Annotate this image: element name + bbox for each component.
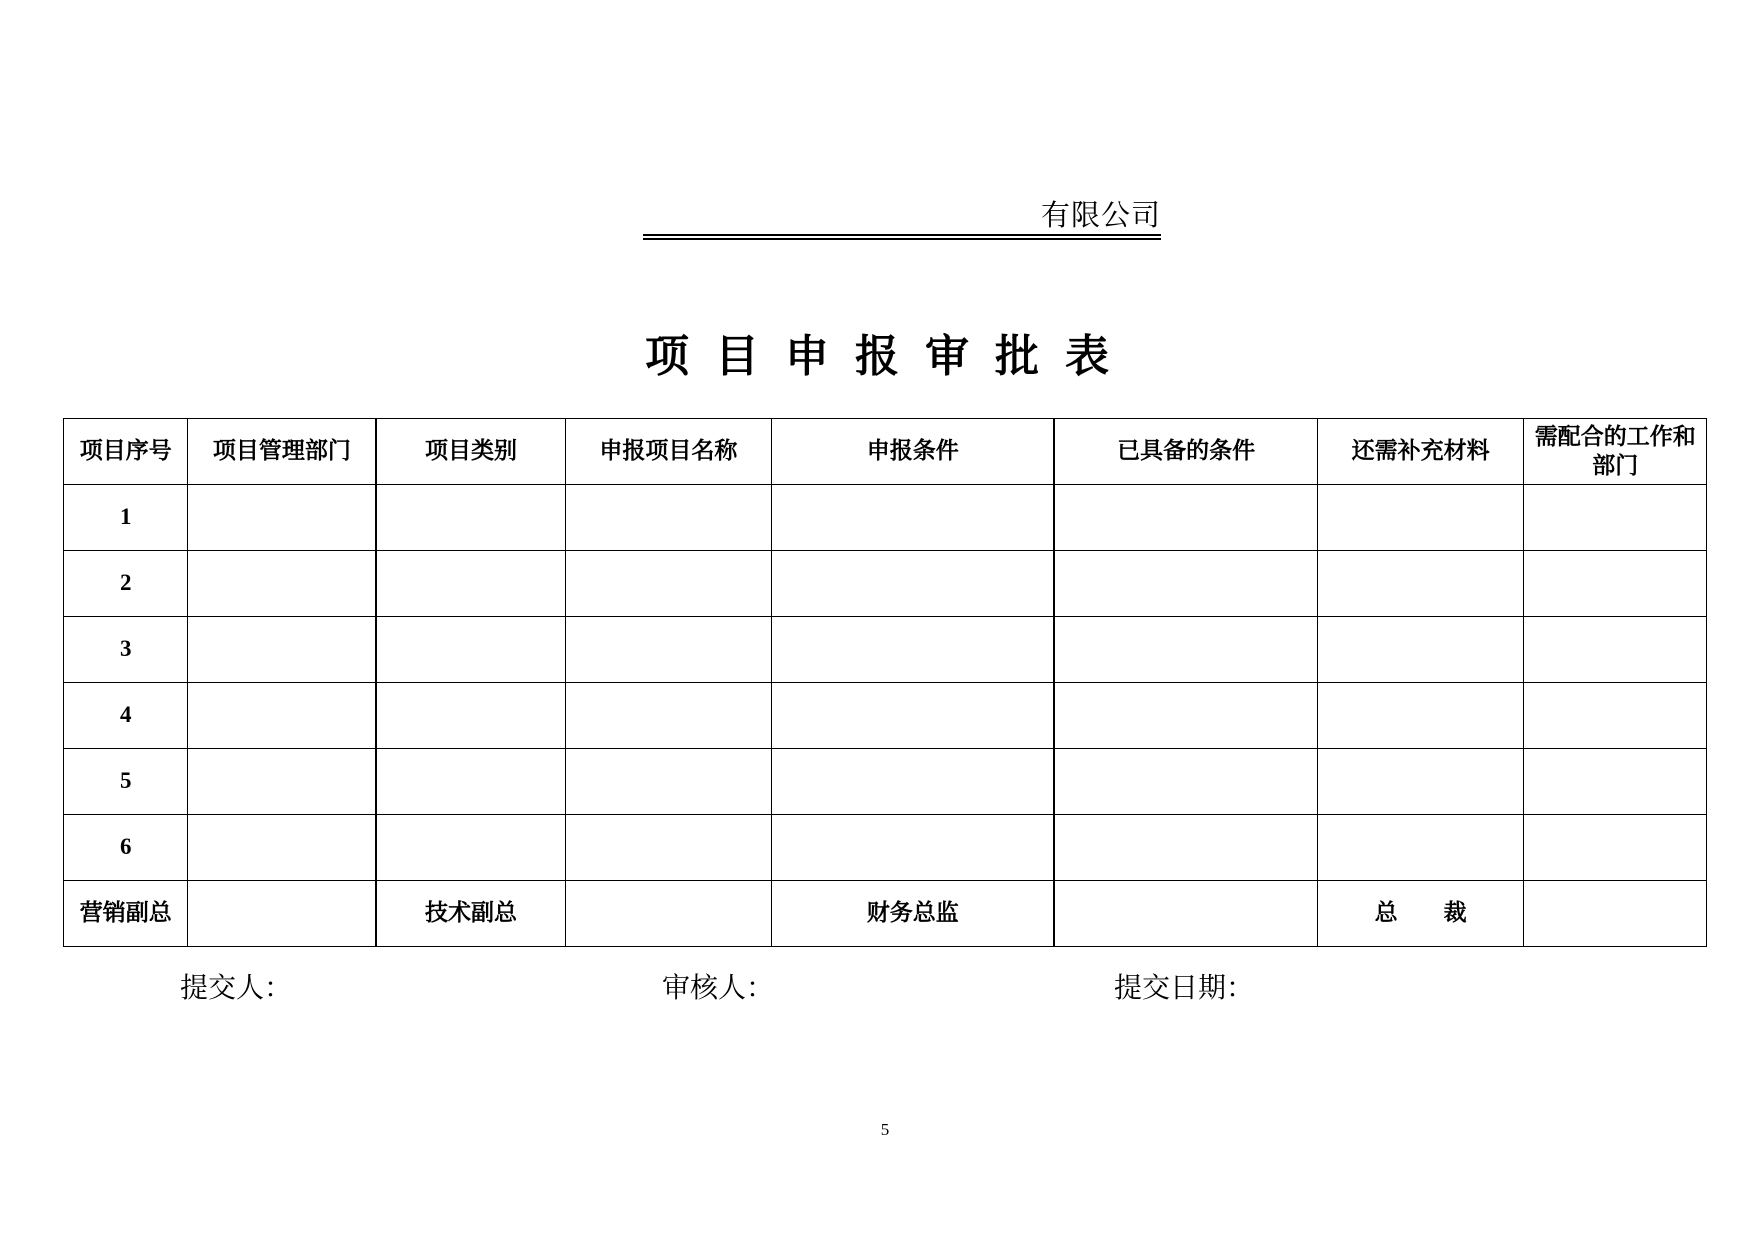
table-cell[interactable] xyxy=(1524,617,1707,683)
president-label: 总 裁 xyxy=(1317,881,1524,947)
table-cell[interactable] xyxy=(772,749,1055,815)
table-cell[interactable] xyxy=(565,617,772,683)
table-cell[interactable] xyxy=(1317,617,1524,683)
finance-director-label: 财务总监 xyxy=(772,881,1055,947)
table-cell[interactable] xyxy=(1524,551,1707,617)
table-cell[interactable] xyxy=(1317,683,1524,749)
president-signature-cell[interactable] xyxy=(1524,881,1707,947)
table-cell[interactable] xyxy=(188,485,377,551)
table-cell[interactable] xyxy=(565,749,772,815)
table-cell[interactable] xyxy=(565,815,772,881)
table-cell[interactable] xyxy=(1054,485,1317,551)
table-cell[interactable] xyxy=(376,617,565,683)
table-cell[interactable] xyxy=(376,815,565,881)
signoff-row xyxy=(64,881,1707,947)
submitter-label: 提交人： xyxy=(180,971,293,1004)
tech-vp-label: 技术副总 xyxy=(376,881,565,947)
table-cell[interactable] xyxy=(188,683,377,749)
table-row xyxy=(64,485,1707,551)
column-header-seq: 项目序号 xyxy=(64,419,188,485)
reviewer-label: 审核人： xyxy=(662,971,775,1004)
page-number: 5 xyxy=(880,1120,890,1139)
marketing-vp-label: 营销副总 xyxy=(64,881,188,947)
table-cell[interactable] xyxy=(188,815,377,881)
table-cell[interactable] xyxy=(1524,485,1707,551)
table-row xyxy=(64,749,1707,815)
table-cell[interactable] xyxy=(772,683,1055,749)
page-title: 项目申报审批表 xyxy=(645,331,1135,382)
company-suffix: 有限公司 xyxy=(1040,198,1161,232)
table-row xyxy=(64,617,1707,683)
row-number: 3 xyxy=(64,617,188,683)
table-cell[interactable] xyxy=(376,683,565,749)
table-cell[interactable] xyxy=(772,815,1055,881)
column-header-available-conditions: 已具备的条件 xyxy=(1054,419,1317,485)
finance-director-signature-cell[interactable] xyxy=(1054,881,1317,947)
row-number: 4 xyxy=(64,683,188,749)
row-number: 5 xyxy=(64,749,188,815)
table-cell[interactable] xyxy=(772,617,1055,683)
table-cell[interactable] xyxy=(565,485,772,551)
table-cell[interactable] xyxy=(565,551,772,617)
row-number: 1 xyxy=(64,485,188,551)
table-cell[interactable] xyxy=(188,749,377,815)
table-cell[interactable] xyxy=(772,485,1055,551)
row-number: 2 xyxy=(64,551,188,617)
table-cell[interactable] xyxy=(1524,683,1707,749)
table-cell[interactable] xyxy=(1317,815,1524,881)
column-header-dept: 项目管理部门 xyxy=(188,419,377,485)
table-cell[interactable] xyxy=(1317,551,1524,617)
table-cell[interactable] xyxy=(1054,551,1317,617)
column-header-supplementary-materials: 还需补充材料 xyxy=(1317,419,1524,485)
table-cell[interactable] xyxy=(1317,749,1524,815)
table-cell[interactable] xyxy=(188,551,377,617)
column-header-coordination: 需配合的工作和部门 xyxy=(1524,419,1707,485)
table-cell[interactable] xyxy=(1317,485,1524,551)
table-cell[interactable] xyxy=(1524,749,1707,815)
table-cell[interactable] xyxy=(376,485,565,551)
table-row xyxy=(64,815,1707,881)
marketing-vp-signature-cell[interactable] xyxy=(188,881,377,947)
column-header-project-name: 申报项目名称 xyxy=(565,419,772,485)
table-cell[interactable] xyxy=(188,617,377,683)
table-cell[interactable] xyxy=(1054,749,1317,815)
table-cell[interactable] xyxy=(376,551,565,617)
tech-vp-signature-cell[interactable] xyxy=(565,881,772,947)
table-cell[interactable] xyxy=(772,551,1055,617)
table-cell[interactable] xyxy=(565,683,772,749)
column-header-category: 项目类别 xyxy=(376,419,565,485)
table-cell[interactable] xyxy=(1054,815,1317,881)
approval-table xyxy=(63,418,1707,947)
company-name-underline xyxy=(643,234,1161,240)
row-number: 6 xyxy=(64,815,188,881)
table-row xyxy=(64,551,1707,617)
table-cell[interactable] xyxy=(1054,617,1317,683)
company-name-line xyxy=(643,200,1161,240)
table-cell[interactable] xyxy=(376,749,565,815)
submit-date-label: 提交日期： xyxy=(1114,971,1255,1004)
column-header-conditions: 申报条件 xyxy=(772,419,1055,485)
table-cell[interactable] xyxy=(1524,815,1707,881)
table-cell[interactable] xyxy=(1054,683,1317,749)
table-row xyxy=(64,683,1707,749)
table-header-row xyxy=(64,419,1707,485)
